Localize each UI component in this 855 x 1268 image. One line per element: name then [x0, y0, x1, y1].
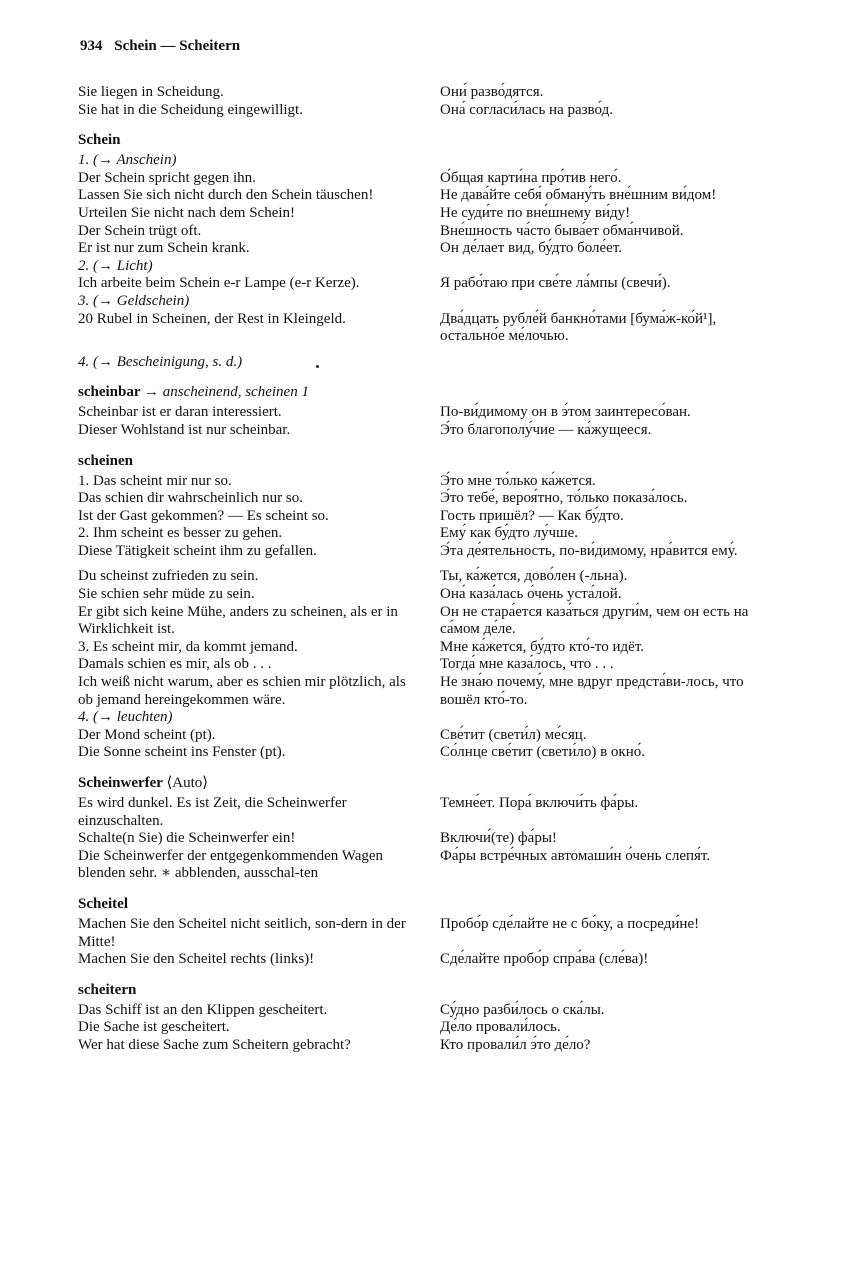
- german-example: Ich arbeite beim Schein e-r Lampe (e-r Kerze).: [78, 275, 360, 292]
- russian-translation: Она́ каза́лась о́чень уста́лой.: [440, 586, 622, 603]
- example-row: [78, 744, 783, 762]
- german-example: Lassen Sie sich nicht durch den Schein täuschen!: [78, 187, 374, 204]
- entry-scheinwerfer: [78, 774, 783, 883]
- example-row: [78, 568, 783, 586]
- russian-translation: Сде́лайте пробо́р спра́ва (сле́ва)!: [440, 951, 649, 968]
- russian-translation: Она́ согласи́лась на разво́д.: [440, 101, 613, 118]
- example-row: [78, 916, 783, 951]
- entry-scheitern: [78, 981, 783, 1055]
- russian-translation: Он не стара́ется каза́ться други́м, чем он есть на са́мом де́ле.: [440, 603, 749, 638]
- german-example: Er gibt sich keine Mühe, anders zu scheinen, als er in Wirklichkeit ist.: [78, 603, 398, 638]
- example-row: [78, 170, 783, 188]
- entry-scheidung-tail: [78, 84, 783, 119]
- sense-ref: 1. (→ Anschein): [78, 152, 177, 169]
- russian-translation: Я рабо́таю при све́те ла́мпы (свечи́).: [440, 275, 671, 292]
- russian-translation: Тогда́ мне каза́лось, что . . .: [440, 656, 614, 673]
- example-row: [78, 795, 783, 830]
- example-row: [78, 102, 783, 120]
- example-row: [78, 543, 783, 561]
- example-row: [78, 205, 783, 223]
- headword: scheitern: [78, 981, 137, 998]
- russian-translation: Не суди́те по вне́шнему ви́ду!: [440, 204, 631, 221]
- running-title: Schein — Scheitern: [114, 38, 241, 54]
- german-example: Diese Tätigkeit scheint ihm zu gefallen.: [78, 542, 317, 559]
- example-row: [78, 830, 783, 848]
- example-row: [78, 639, 783, 657]
- russian-translation: О́бщая карти́на про́тив него́.: [440, 169, 622, 186]
- german-example: Der Mond scheint (pt).: [78, 726, 216, 743]
- russian-translation: Гость пришёл? — Как бу́дто.: [440, 507, 624, 524]
- german-example: Sie liegen in Scheidung.: [78, 84, 224, 100]
- cross-reference: → anscheinend, scheinen 1: [143, 384, 309, 401]
- russian-translation: Они́ разво́дятся.: [440, 84, 544, 100]
- russian-translation: Два́дцать рубле́й банкно́тами [бума́ж-ко́й¹], остально́е ме́лочью.: [440, 310, 717, 345]
- russian-translation: Кто провали́л э́то де́ло?: [440, 1036, 591, 1053]
- german-example: Sie schien sehr müde zu sein.: [78, 586, 255, 603]
- german-example: Sie hat in die Scheidung eingewilligt.: [78, 101, 303, 118]
- headword: scheinen: [78, 452, 134, 469]
- russian-translation: Све́тит (свети́л) ме́сяц.: [440, 726, 587, 743]
- german-example: 3. Es scheint mir, da kommt jemand.: [78, 638, 298, 655]
- german-example: Das Schiff ist an den Klippen gescheitert.: [78, 1001, 328, 1018]
- russian-translation: Ему́ как бу́дто лу́чше.: [440, 525, 579, 542]
- example-row: [78, 422, 783, 440]
- russian-translation: Со́лнце све́тит (свети́ло) в окно́.: [440, 744, 645, 761]
- sense-ref: 4. (→ leuchten): [78, 709, 173, 726]
- german-example: Dieser Wohlstand ist nur scheinbar.: [78, 421, 291, 438]
- headword: Schein: [78, 132, 121, 149]
- german-example: Die Sonne scheint ins Fenster (pt).: [78, 744, 286, 761]
- russian-translation: Вне́шность ча́сто быва́ет обма́нчивой.: [440, 222, 684, 239]
- headword: Scheitel: [78, 895, 128, 912]
- entry-scheitel: [78, 895, 783, 969]
- german-example: Die Sache ist gescheitert.: [78, 1019, 230, 1036]
- example-row: [78, 84, 783, 102]
- entry-scheinen: [78, 452, 783, 763]
- russian-translation: Темне́ет. Пора́ включи́ть фа́ры.: [440, 795, 639, 811]
- example-row: [78, 604, 783, 639]
- german-example: Das schien dir wahrscheinlich nur so.: [78, 490, 303, 507]
- example-row: [78, 1019, 783, 1037]
- german-example: Scheinbar ist er daran interessiert.: [78, 404, 282, 421]
- russian-translation: Э́та де́ятельность, по-ви́димому, нра́вится ему́.: [440, 542, 738, 559]
- entry-schein: [78, 131, 783, 371]
- sense-ref: 3. (→ Geldschein): [78, 292, 190, 309]
- example-row: [78, 240, 783, 258]
- german-example: Machen Sie den Scheitel nicht seitlich, son-dern in der Mitte!: [78, 915, 406, 950]
- example-row: [78, 586, 783, 604]
- example-row: [78, 1037, 783, 1055]
- german-example: 1. Das scheint mir nur so.: [78, 472, 232, 489]
- entry-scheinbar: [78, 383, 783, 439]
- russian-translation: Де́ло провали́лось.: [440, 1019, 561, 1036]
- headword: Scheinwerfer: [78, 775, 163, 791]
- russian-translation: Э́то тебе́, вероя́тно, то́лько показа́лось.: [440, 490, 688, 507]
- example-row: [78, 473, 783, 491]
- german-example: Der Schein spricht gegen ihn.: [78, 169, 256, 186]
- russian-translation: Не зна́ю почему́, мне вдруг предста́ви-лось, что вошёл кто́-то.: [440, 674, 744, 708]
- russian-translation: Су́дно разби́лось о ска́лы.: [440, 1001, 605, 1018]
- german-example: Der Schein trügt oft.: [78, 222, 202, 239]
- example-row: [78, 656, 783, 674]
- russian-translation: Он де́лает вид, бу́дто боле́ет.: [440, 240, 623, 257]
- page-content: [78, 84, 783, 1067]
- german-example: Schalte(n Sie) die Scheinwerfer ein!: [78, 830, 296, 847]
- example-row: [78, 951, 783, 969]
- headword-line: [78, 774, 783, 792]
- russian-translation: Включи́(те) фа́ры!: [440, 830, 557, 847]
- example-row: [78, 187, 783, 205]
- russian-translation: Э́то благополу́чие — ка́жущееся.: [440, 421, 652, 438]
- example-row: [78, 490, 783, 508]
- russian-translation: По-ви́димому он в э́том заинтересо́ван.: [440, 404, 691, 421]
- page-number: 934: [80, 38, 103, 54]
- example-row: [78, 727, 783, 745]
- german-example: Machen Sie den Scheitel rechts (links)!: [78, 951, 315, 968]
- example-row: [78, 525, 783, 543]
- german-example: Urteilen Sie nicht nach dem Schein!: [78, 204, 296, 221]
- russian-translation: Не дава́йте себя́ обману́ть вне́шним ви́дом!: [440, 187, 717, 204]
- german-example: 2. Ihm scheint es besser zu gehen.: [78, 525, 283, 542]
- german-example: Ich weiß nicht warum, aber es schien mir plötzlich, als ob jemand hereingekommen wäre.: [78, 674, 406, 708]
- example-row: [78, 508, 783, 526]
- headword-line: [78, 383, 783, 401]
- example-row: [78, 223, 783, 241]
- russian-translation: Пробо́р сде́лайте не с бо́ку, а посреди́не!: [440, 915, 700, 932]
- german-example: Damals schien es mir, als ob . . .: [78, 656, 272, 673]
- example-row: [78, 848, 783, 883]
- german-example: Die Scheinwerfer der entgegenkommenden Wagen blenden sehr. ∗ abblenden, ausschal-ten: [78, 847, 384, 882]
- german-example: Ist der Gast gekommen? — Es scheint so.: [78, 507, 329, 524]
- russian-translation: Ты, ка́жется, дово́лен (-льна).: [440, 568, 628, 585]
- usage-label: ⟨Auto⟩: [166, 775, 209, 791]
- headword: scheinbar: [78, 384, 141, 401]
- example-row: [78, 275, 783, 293]
- example-row: [78, 1002, 783, 1020]
- german-example: Es wird dunkel. Es ist Zeit, die Scheinwerfer einzuschalten.: [78, 795, 347, 829]
- russian-translation: Мне ка́жется, бу́дто кто́-то идёт.: [440, 638, 645, 655]
- page-header: [80, 38, 240, 55]
- german-example: 20 Rubel in Scheinen, der Rest in Kleingeld.: [78, 310, 346, 327]
- russian-translation: Фа́ры встре́чных автомаши́н о́чень слепя́т.: [440, 847, 711, 864]
- example-row: [78, 674, 783, 709]
- russian-translation: Э́то мне то́лько ка́жется.: [440, 472, 596, 489]
- german-example: Er ist nur zum Schein krank.: [78, 240, 250, 257]
- example-row: [78, 404, 783, 422]
- example-row: [78, 311, 783, 346]
- german-example: Wer hat diese Sache zum Scheitern gebracht?: [78, 1036, 351, 1053]
- german-example: Du scheinst zufrieden zu sein.: [78, 568, 259, 585]
- sense-ref: 4. (→ Bescheinigung, s. d.): [78, 353, 243, 370]
- sense-ref: 2. (→ Licht): [78, 257, 153, 274]
